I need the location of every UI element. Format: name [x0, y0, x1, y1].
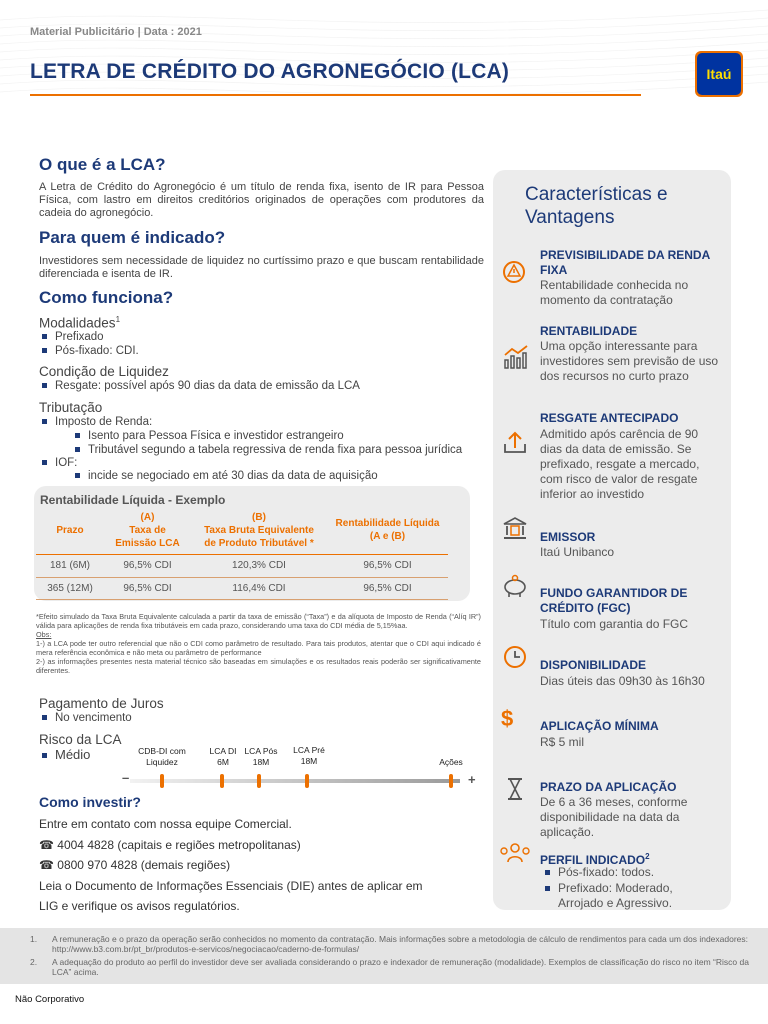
for-whom-text: Investidores sem necessidade de liquidez no curtíssimo prazo e que buscam rentabilidade diferenciada e isenta de IR. [39, 255, 484, 280]
table-notes: *Efeito simulado da Taxa Bruta Equivalente calculada a partir da taxa de emissão (“Taxa”) e da alíquota de Imposto de Renda (“Alíq IR”) válida para aplicações de renda fixa tributáveis em cada prazo, considerando uma taxa do CDI média de 5,15%aa. Obs: 1-) a LCA pode ter outro referencial que não o CDI como parâmetro de resultado. Para tais produtos, atentar que o CDI aqui indicado é mera referência econômica e não meta ou parâmetro de performance 2-) as informações presentes nesta material técnico são baseadas em simulações e os resultados reais poderão ser significativamente diferentes. [36, 612, 481, 675]
risk-label-lca-pos: LCA Pós 18M [244, 746, 278, 767]
risk-low-sign: – [122, 770, 130, 785]
table-title: Rentabilidade Líquida - Exemplo [40, 493, 226, 507]
phone-capitais[interactable]: ☎ 4004 4828 (capitais e regiões metropolitanas) [39, 838, 301, 852]
tributacao-title: Tributação [39, 400, 103, 415]
table-header-taxa-emissao: (A) Taxa de Emissão LCA [115, 512, 180, 549]
list-item: Prefixado: Moderado, Arrojado e Agressivo. [545, 881, 715, 911]
footnote-text: A adequação do produto ao perfil do investidor deve ser avaliada considerando o prazo e indexador de remuneração (modalidade). Exemplos de classificação do risco no item “Risco da LCA” acima. [52, 957, 749, 977]
withdraw-icon [501, 428, 529, 456]
feature-desc: Título com garantia do FGC [540, 617, 689, 631]
feature-title: DISPONIBILIDADE [540, 658, 647, 672]
risk-label-lca-di: LCA DI 6M [209, 746, 237, 767]
title-divider [30, 94, 641, 96]
table-header-taxa-bruta: (B) Taxa Bruta Equivalente de Produto Tributável * [204, 512, 314, 549]
for-whom-heading: Para quem é indicado? [39, 228, 226, 247]
phone-icon: ☎ [39, 838, 54, 852]
feature-title: FUNDO GARANTIDOR DE CRÉDITO (FGC) [540, 586, 688, 615]
panel-title: Características e Vantagens [525, 184, 668, 228]
risco-title: Risco da LCA [39, 732, 122, 747]
money-icon: $ [501, 706, 514, 731]
table-divider [36, 577, 448, 578]
invest-line: Entre em contato com nossa equipe Comercial. [39, 817, 292, 831]
table-cell: 365 (12M) [47, 583, 93, 594]
feature-desc: Itaú Unibanco [540, 545, 615, 559]
warning-icon [500, 258, 528, 286]
feature-title: PRAZO DA APLICAÇÃO [540, 780, 677, 794]
people-icon [498, 840, 532, 868]
table-cell: 96,5% CDI [363, 583, 412, 594]
growth-chart-icon [502, 343, 530, 371]
list-item: Médio [42, 748, 90, 762]
feature-title: PERFIL INDICADO$^2$ [540, 852, 650, 867]
risk-high-sign: + [468, 772, 476, 787]
footnote-number: 2. [30, 957, 38, 967]
feature-desc: De 6 a 36 meses, conforme disponibilidade na data da aplicação. [540, 795, 688, 839]
clock-icon [501, 643, 529, 671]
list-item: incide se negociado em até 30 dias da data de aquisição [75, 469, 378, 483]
feature-title: EMISSOR [540, 530, 596, 544]
risk-marker-acoes [449, 774, 453, 788]
feature-title: RESGATE ANTECIPADO [540, 411, 679, 425]
risk-label-acoes: Ações [439, 757, 463, 767]
risk-marker-lca-pos [257, 774, 261, 788]
feature-desc: Dias úteis das 09h30 às 16h30 [540, 674, 705, 688]
risk-marker-lca-di [220, 774, 224, 788]
table-cell: 181 (6M) [49, 560, 90, 571]
footnote-number: 1. [30, 934, 38, 944]
table-cell: 96,5% CDI [363, 560, 412, 571]
footnote-text: A remuneração e o prazo da operação serão conhecidos no momento da contratação. Mais informações sobre a metodologia de cálculo de rendimentos para cada um dos indexadores: http://www.b3.com.br/pt_br/produtos-e-servicos/negociacao/caderno-de-formulas/ [52, 934, 748, 954]
feature-desc: Admitido após carência de 90 dias da data de emissão. Se prefixado, resgate a mercado, com risco de valor de resgate inferior ao investido [540, 427, 700, 501]
list-item: Isento para Pessoa Física e investidor estrangeiro [75, 429, 344, 443]
page-title: LETRA DE CRÉDITO DO AGRONEGÓCIO (LCA) [30, 60, 510, 83]
list-item: Tributável segundo a tabela regressiva de renda fixa para pessoa jurídica [75, 443, 462, 457]
liquidez-title: Condição de Liquidez [39, 364, 169, 379]
publicity-date-line: Material Publicitário | Data : 2021 [30, 26, 202, 38]
list-item: Pós-fixado: todos. [545, 865, 725, 880]
risk-scale-bar [130, 779, 460, 783]
invest-line: Leia o Documento de Informações Essenciais (DIE) antes de aplicar em [39, 879, 423, 893]
invest-line: LIG e verifique os avisos regulatórios. [39, 899, 240, 913]
table-cell: 96,5% CDI [123, 560, 172, 571]
feature-title: PREVISIBILIDADE DA RENDA FIXA [540, 248, 710, 277]
hourglass-icon [501, 775, 529, 803]
phone-demais[interactable]: ☎ 0800 970 4828 (demais regiões) [39, 858, 231, 872]
risk-marker-lca-pre [305, 774, 309, 788]
list-item: Prefixado [42, 330, 104, 344]
list-item: IOF: [42, 456, 77, 470]
table-cell: 116,4% CDI [232, 583, 286, 594]
table-divider [36, 554, 448, 555]
list-item: Pós-fixado: CDI. [42, 344, 139, 358]
invest-heading: Como investir? [39, 794, 141, 810]
feature-desc: Rentabilidade conhecida no momento da contratação [540, 278, 689, 307]
list-item: No vencimento [42, 711, 132, 725]
modalidades-title: Modalidades$^1$ [39, 315, 121, 331]
feature-title: RENTABILIDADE [540, 324, 638, 338]
table-cell: 96,5% CDI [123, 583, 172, 594]
feature-desc: R$ 5 mil [540, 735, 585, 749]
piggy-bank-icon [501, 572, 529, 600]
bank-icon [501, 514, 529, 542]
classification-label: Não Corporativo [15, 994, 85, 1005]
what-heading: O que é a LCA? [39, 155, 166, 174]
what-text: A Letra de Crédito do Agronegócio é um título de renda fixa, isento de IR para Pessoa Física, com lastro em direitos creditórios originados de operações com produtores da cadeia do agronegócio. [39, 181, 484, 219]
itau-logo-text: Itaú [697, 53, 741, 95]
risk-marker-cdb [160, 774, 164, 788]
table-divider [36, 599, 448, 600]
itau-logo [695, 51, 743, 97]
table-header-prazo: Prazo [56, 525, 84, 536]
list-item: Resgate: possível após 90 dias da data de emissão da LCA [42, 379, 360, 393]
table-cell: 120,3% CDI [232, 560, 286, 571]
phone-icon: ☎ [39, 858, 54, 872]
list-item: Imposto de Renda: [42, 415, 152, 429]
risk-label-cdb: CDB-DI com Liquidez [138, 746, 186, 767]
table-header-rentabilidade: Rentabilidade Líquida (A e (B) [335, 518, 440, 542]
how-heading: Como funciona? [39, 288, 174, 307]
juros-title: Pagamento de Juros [39, 696, 164, 711]
feature-title: APLICAÇÃO MÍNIMA [540, 719, 659, 733]
feature-desc: Uma opção interessante para investidores sem previsão de uso dos recursos no curto prazo [540, 339, 719, 383]
risk-label-lca-pre: LCA Pré 18M [293, 745, 325, 766]
